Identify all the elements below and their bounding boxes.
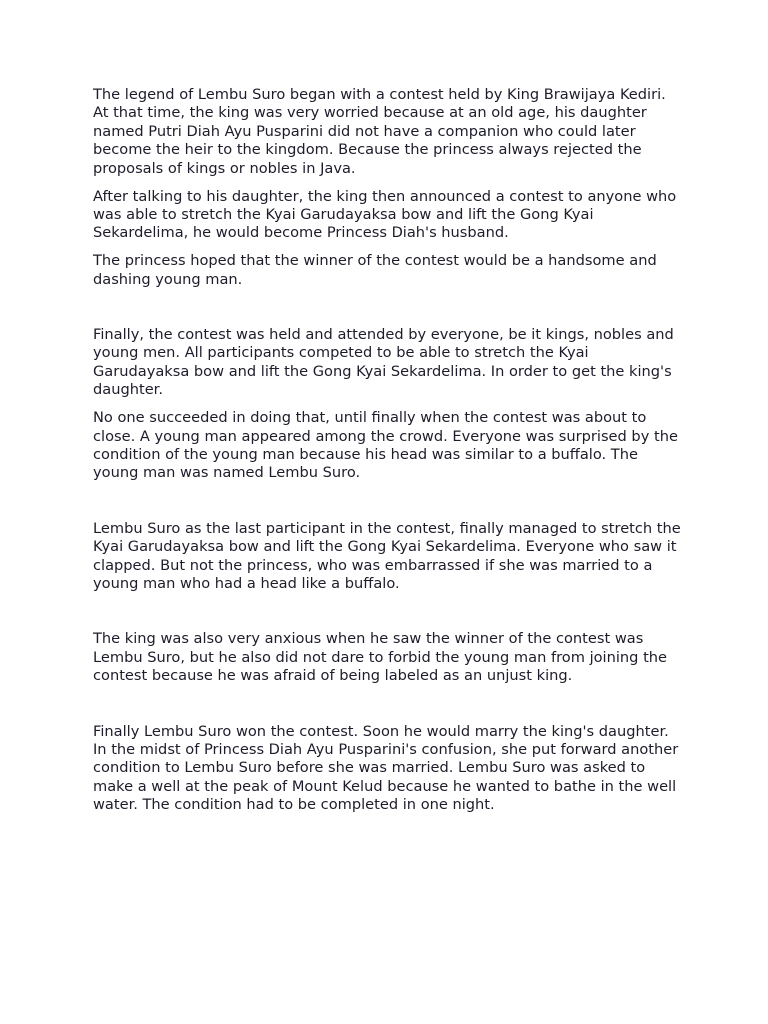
document-body: [93, 86, 683, 815]
paragraph-7: The king was also very anxious when he saw the winner of the contest was Lembu Suro, but he also did not dare to forbid the young man from joining the contest because he was afraid of being labeled as an unjust king.: [93, 630, 668, 685]
paragraph-5: No one succeeded in doing that, until finally when the contest was about to close. A young man appeared among the crowd. Everyone was surprised by the condition of the young man because his head was similar to a buffalo. The young man was named Lembu Suro.: [93, 409, 678, 482]
paragraph-8: Finally Lembu Suro won the contest. Soon he would marry the king's daughter. In the midst of Princess Diah Ayu Pusparini's confusion, she put forward another condition to Lembu Suro before she was married. Lembu Suro was asked to make a well at the peak of Mount Kelud because he wanted to bathe in the well water. The condition had to be completed in one night.: [93, 722, 679, 814]
paragraph-gap: [93, 178, 683, 188]
paragraph-gap: [93, 400, 683, 410]
paragraph-4: Finally, the contest was held and attended by everyone, be it kings, nobles and young men. All participants competed to be able to stretch the Kyai Garudayaksa bow and lift the Gong Kyai Sekardelima. In order to get the king's daughter.: [93, 326, 674, 399]
paragraph-2: After talking to his daughter, the king then announced a contest to anyone who was able to stretch the Kyai Garudayaksa bow and lift the Gong Kyai Sekardelima, he would become Princess Diah's husband.: [93, 187, 677, 242]
section-gap: [93, 483, 683, 520]
section-gap: [93, 289, 683, 326]
section-gap: [93, 593, 683, 630]
paragraph-gap: [93, 243, 683, 253]
paragraph-3: The princess hoped that the winner of the contest would be a handsome and dashing young man.: [93, 252, 657, 288]
paragraph-6: Lembu Suro as the last participant in the contest, finally managed to stretch the Kyai Garudayaksa bow and lift the Gong Kyai Sekardelima. Everyone who saw it clapped. But not the princess, who was embarrassed if she was married to a young man who had a head like a buffalo.: [93, 519, 681, 593]
paragraph-1: The legend of Lembu Suro began with a contest held by King Brawijaya Kediri. At that time, the king was very worried because at an old age, his daughter named Putri Diah Ayu Pusparini did not have a companion who could later become the heir to the kingdom. Because the princess always rejected the proposals of kings or nobles in Java.: [93, 86, 666, 177]
section-gap: [93, 686, 683, 723]
